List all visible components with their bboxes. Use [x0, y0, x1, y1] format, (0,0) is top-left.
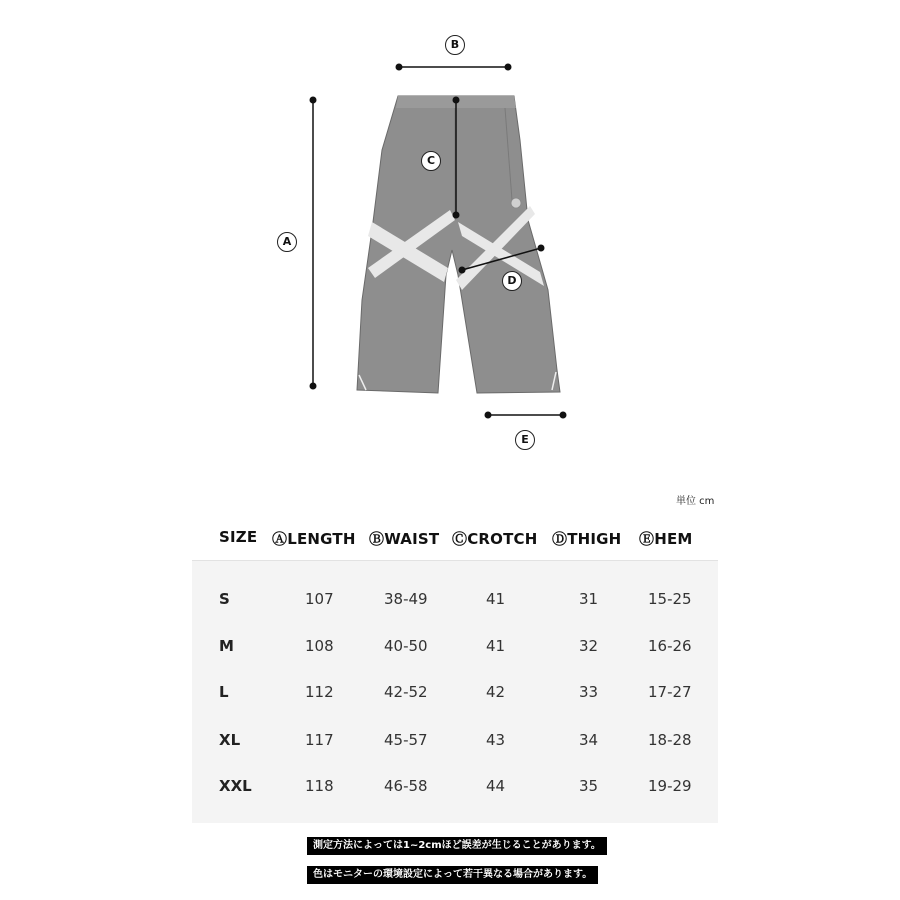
- table-cell: 46-58: [384, 777, 428, 795]
- table-cell-size: L: [219, 683, 229, 701]
- label-b: B: [445, 35, 465, 55]
- table-cell: 33: [579, 683, 599, 701]
- table-cell: 112: [305, 683, 334, 701]
- label-a: A: [277, 232, 297, 252]
- header-thigh: ⒹTHIGH: [552, 530, 622, 548]
- table-cell: 19-29: [648, 777, 692, 795]
- table-cell-size: XL: [219, 731, 241, 749]
- table-cell: 42-52: [384, 683, 428, 701]
- table-cell-size: XXL: [219, 777, 252, 795]
- table-cell: 117: [305, 731, 334, 749]
- header-crotch: ⒸCROTCH: [452, 530, 538, 548]
- table-cell: 15-25: [648, 590, 692, 608]
- table-cell: 41: [486, 590, 506, 608]
- unit-note: 単位 cm: [676, 496, 715, 507]
- color-note: 色はモニターの環境設定によって若干異なる場合があります。: [307, 866, 598, 884]
- header-waist: ⒷWAIST: [369, 530, 440, 548]
- table-cell: 31: [579, 590, 599, 608]
- header-length: ⒶLENGTH: [272, 530, 356, 548]
- table-cell: 16-26: [648, 637, 692, 655]
- table-cell: 118: [305, 777, 334, 795]
- table-cell: 17-27: [648, 683, 692, 701]
- table-cell: 38-49: [384, 590, 428, 608]
- table-header: [192, 514, 718, 561]
- label-d: D: [502, 271, 522, 291]
- label-e: E: [515, 430, 535, 450]
- table-cell-size: M: [219, 637, 234, 655]
- table-cell: 32: [579, 637, 599, 655]
- measurement-note: 測定方法によっては1~2cmほど誤差が生じることがあります。: [307, 837, 607, 855]
- table-cell: 40-50: [384, 637, 428, 655]
- table-cell: 108: [305, 637, 334, 655]
- size-table: [192, 514, 718, 823]
- table-cell: 42: [486, 683, 506, 701]
- header-hem: ⒺHEM: [639, 530, 693, 548]
- table-cell: 45-57: [384, 731, 428, 749]
- table-cell: 34: [579, 731, 599, 749]
- header-size: SIZE: [219, 528, 258, 546]
- table-cell: 107: [305, 590, 334, 608]
- label-c: C: [421, 151, 441, 171]
- table-cell: 18-28: [648, 731, 692, 749]
- table-cell: 41: [486, 637, 506, 655]
- table-cell-size: S: [219, 590, 230, 608]
- table-cell: 43: [486, 731, 506, 749]
- table-cell: 44: [486, 777, 506, 795]
- table-cell: 35: [579, 777, 599, 795]
